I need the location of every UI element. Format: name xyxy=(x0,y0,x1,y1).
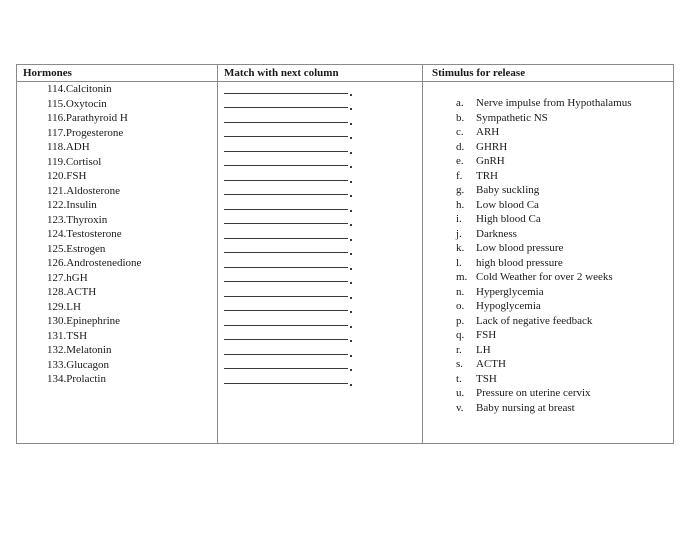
stimulus-text: Hyperglycemia xyxy=(476,285,544,298)
answer-blank[interactable] xyxy=(224,343,352,358)
stimulus-item xyxy=(456,125,632,140)
answer-blank[interactable] xyxy=(224,285,352,300)
stimulus-item xyxy=(456,372,632,387)
stimulus-text: Darkness xyxy=(476,227,517,240)
stimulus-text: TSH xyxy=(476,372,497,385)
blank-period xyxy=(350,195,352,197)
hormone-item: 116.Parathyroid H xyxy=(47,112,128,124)
stimulus-letter: e. xyxy=(456,155,464,167)
stimulus-item xyxy=(456,314,632,329)
stimulus-text: LH xyxy=(476,343,491,356)
hormone-list xyxy=(47,82,141,387)
answer-blank[interactable] xyxy=(224,169,352,184)
stimulus-letter: p. xyxy=(456,314,465,327)
stimulus-letter: v. xyxy=(456,401,464,414)
answer-blank[interactable] xyxy=(224,111,352,126)
blank-period xyxy=(350,311,352,313)
stimulus-text: ARH xyxy=(476,126,500,138)
stimulus-item xyxy=(456,227,632,242)
blank-period xyxy=(350,152,352,154)
blank-period xyxy=(350,282,352,284)
stimulus-letter: s. xyxy=(456,358,464,370)
stimulus-text: GHRH xyxy=(476,140,508,153)
blank-line xyxy=(224,310,348,311)
blank-line xyxy=(224,281,348,282)
answer-blank[interactable] xyxy=(224,82,352,97)
hormone-item: 115.Oxytocin xyxy=(47,97,107,110)
stimulus-item xyxy=(456,299,632,314)
hormone-item: 133.Glucagon xyxy=(47,358,110,371)
answer-blank[interactable] xyxy=(224,140,352,155)
stimulus-list xyxy=(456,96,632,415)
blank-period xyxy=(350,326,352,328)
stimulus-text: GnRH xyxy=(476,155,505,167)
answer-blank[interactable] xyxy=(224,97,352,112)
stimulus-item xyxy=(456,328,632,343)
blank-period xyxy=(350,123,352,125)
stimulus-item xyxy=(456,111,632,126)
stimulus-item xyxy=(456,357,632,372)
stimulus-text: Baby nursing at breast xyxy=(476,401,575,414)
stimulus-text: Hypoglycemia xyxy=(476,300,541,312)
stimulus-letter: f. xyxy=(456,169,463,182)
stimulus-letter: q. xyxy=(456,329,465,341)
blank-line xyxy=(224,383,348,384)
stimulus-letter: u. xyxy=(456,387,465,399)
stimulus-text: ACTH xyxy=(476,358,506,370)
stimulus-header: Stimulus for release xyxy=(423,65,673,82)
answer-blank[interactable] xyxy=(224,227,352,242)
blank-line xyxy=(224,151,348,152)
stimulus-letter: g. xyxy=(456,184,465,196)
hormone-item: 129.LH xyxy=(47,300,81,313)
blank-line xyxy=(224,252,348,253)
blank-period xyxy=(350,166,352,168)
hormone-item: 125.Estrogen xyxy=(47,242,106,255)
stimulus-letter: o. xyxy=(456,300,465,312)
blank-line xyxy=(224,136,348,137)
hormone-item: 118.ADH xyxy=(47,141,90,153)
stimulus-text: Low blood pressure xyxy=(476,242,564,254)
answer-blank[interactable] xyxy=(224,329,352,344)
hormone-item: 121.Aldosterone xyxy=(47,184,121,197)
blank-period xyxy=(350,239,352,241)
stimulus-text: TRH xyxy=(476,169,498,182)
stimulus-letter: i. xyxy=(456,213,462,225)
blank-line xyxy=(224,209,348,210)
stimulus-letter: m. xyxy=(456,271,468,283)
hormone-item: 122.Insulin xyxy=(47,199,97,211)
blank-line xyxy=(224,325,348,326)
answer-blank[interactable] xyxy=(224,256,352,271)
stimulus-letter: d. xyxy=(456,140,465,153)
blank-period xyxy=(350,384,352,386)
match-header: Match with next column xyxy=(218,65,423,82)
stimulus-item xyxy=(456,198,632,213)
blank-period xyxy=(350,297,352,299)
blank-period xyxy=(350,268,352,270)
stimulus-text: Lack of negative feedback xyxy=(476,314,593,327)
blank-period xyxy=(350,94,352,96)
stimulus-text: Nerve impulse from Hypothalamus xyxy=(476,97,632,109)
stimulus-letter: t. xyxy=(456,372,462,385)
worksheet-table xyxy=(16,64,674,444)
answer-blank[interactable] xyxy=(224,155,352,170)
hormone-item: 117.Progesterone xyxy=(47,126,124,139)
blank-period xyxy=(350,108,352,110)
hormones-header: Hormones xyxy=(17,65,217,82)
stimulus-text: Sympathetic NS xyxy=(476,111,548,124)
blank-line xyxy=(224,267,348,268)
stimulus-letter: l. xyxy=(456,256,462,269)
stimulus-text: High blood Ca xyxy=(476,213,541,225)
stimulus-letter: c. xyxy=(456,126,464,138)
stimulus-letter: b. xyxy=(456,111,465,124)
stimulus-letter: h. xyxy=(456,198,465,211)
stimulus-item xyxy=(456,183,632,198)
stimulus-item xyxy=(456,241,632,256)
stimulus-item xyxy=(456,343,632,358)
blank-period xyxy=(350,369,352,371)
stimulus-item xyxy=(456,140,632,155)
stimulus-item xyxy=(456,212,632,227)
blank-line xyxy=(224,238,348,239)
blank-line xyxy=(224,354,348,355)
stimulus-item xyxy=(456,386,632,401)
match-column xyxy=(217,65,423,443)
stimulus-item xyxy=(456,154,632,169)
answer-blank[interactable] xyxy=(224,126,352,141)
blank-period xyxy=(350,224,352,226)
stimulus-item xyxy=(456,256,632,271)
blank-line xyxy=(224,296,348,297)
blank-line xyxy=(224,223,348,224)
stimulus-letter: k. xyxy=(456,242,465,254)
answer-blank[interactable] xyxy=(224,358,352,373)
hormone-item: 127.hGH xyxy=(47,271,88,284)
stimulus-text: Pressure on uterine cervix xyxy=(476,387,591,399)
blank-line xyxy=(224,107,348,108)
hormone-item: 124.Testosterone xyxy=(47,228,122,240)
blank-period xyxy=(350,340,352,342)
blank-period xyxy=(350,181,352,183)
stimulus-item xyxy=(456,169,632,184)
stimulus-text: Low blood Ca xyxy=(476,198,539,211)
answer-blank[interactable] xyxy=(224,184,352,199)
stimulus-item xyxy=(456,285,632,300)
blank-line xyxy=(224,165,348,166)
blank-period xyxy=(350,253,352,255)
answer-blank[interactable] xyxy=(224,198,352,213)
stimulus-text: Baby suckling xyxy=(476,184,540,196)
blank-line xyxy=(224,194,348,195)
hormone-item: 120.FSH xyxy=(47,170,87,182)
stimulus-text: high blood pressure xyxy=(476,256,563,269)
blank-line xyxy=(224,122,348,123)
answer-blank[interactable] xyxy=(224,314,352,329)
answer-blank[interactable] xyxy=(224,242,352,257)
stimulus-letter: n. xyxy=(456,285,465,298)
stimulus-letter: j. xyxy=(456,227,462,240)
hormone-item: 131.TSH xyxy=(47,329,88,342)
stimulus-text: Cold Weather for over 2 weeks xyxy=(476,271,613,283)
answer-blank[interactable] xyxy=(224,213,352,228)
stimulus-item xyxy=(456,96,632,111)
answer-blank[interactable] xyxy=(224,372,352,387)
blank-period xyxy=(350,355,352,357)
stimulus-letter: a. xyxy=(456,97,464,109)
hormone-item: 128.ACTH xyxy=(47,286,97,298)
hormone-item: 130.Epinephrine xyxy=(47,315,121,327)
blank-period xyxy=(350,210,352,212)
blank-period xyxy=(350,137,352,139)
hormones-column xyxy=(17,65,217,443)
hormone-item: 134.Prolactin xyxy=(47,373,106,385)
answer-blank[interactable] xyxy=(224,271,352,286)
stimulus-item xyxy=(456,270,632,285)
hormone-item: 123.Thyroxin xyxy=(47,213,108,226)
blank-line xyxy=(224,93,348,94)
stimulus-letter: r. xyxy=(456,343,462,356)
stimulus-text: FSH xyxy=(476,329,497,341)
hormone-item: 132.Melatonin xyxy=(47,344,112,356)
blank-line xyxy=(224,339,348,340)
hormone-item: 126.Androstenedione xyxy=(47,257,142,269)
blank-line xyxy=(224,180,348,181)
answer-blank-list xyxy=(224,82,352,387)
stimulus-column xyxy=(422,65,673,443)
blank-line xyxy=(224,368,348,369)
stimulus-item xyxy=(456,401,632,416)
hormone-item: 119.Cortisol xyxy=(47,155,102,168)
answer-blank[interactable] xyxy=(224,300,352,315)
hormone-item: 114.Calcitonin xyxy=(47,83,112,95)
